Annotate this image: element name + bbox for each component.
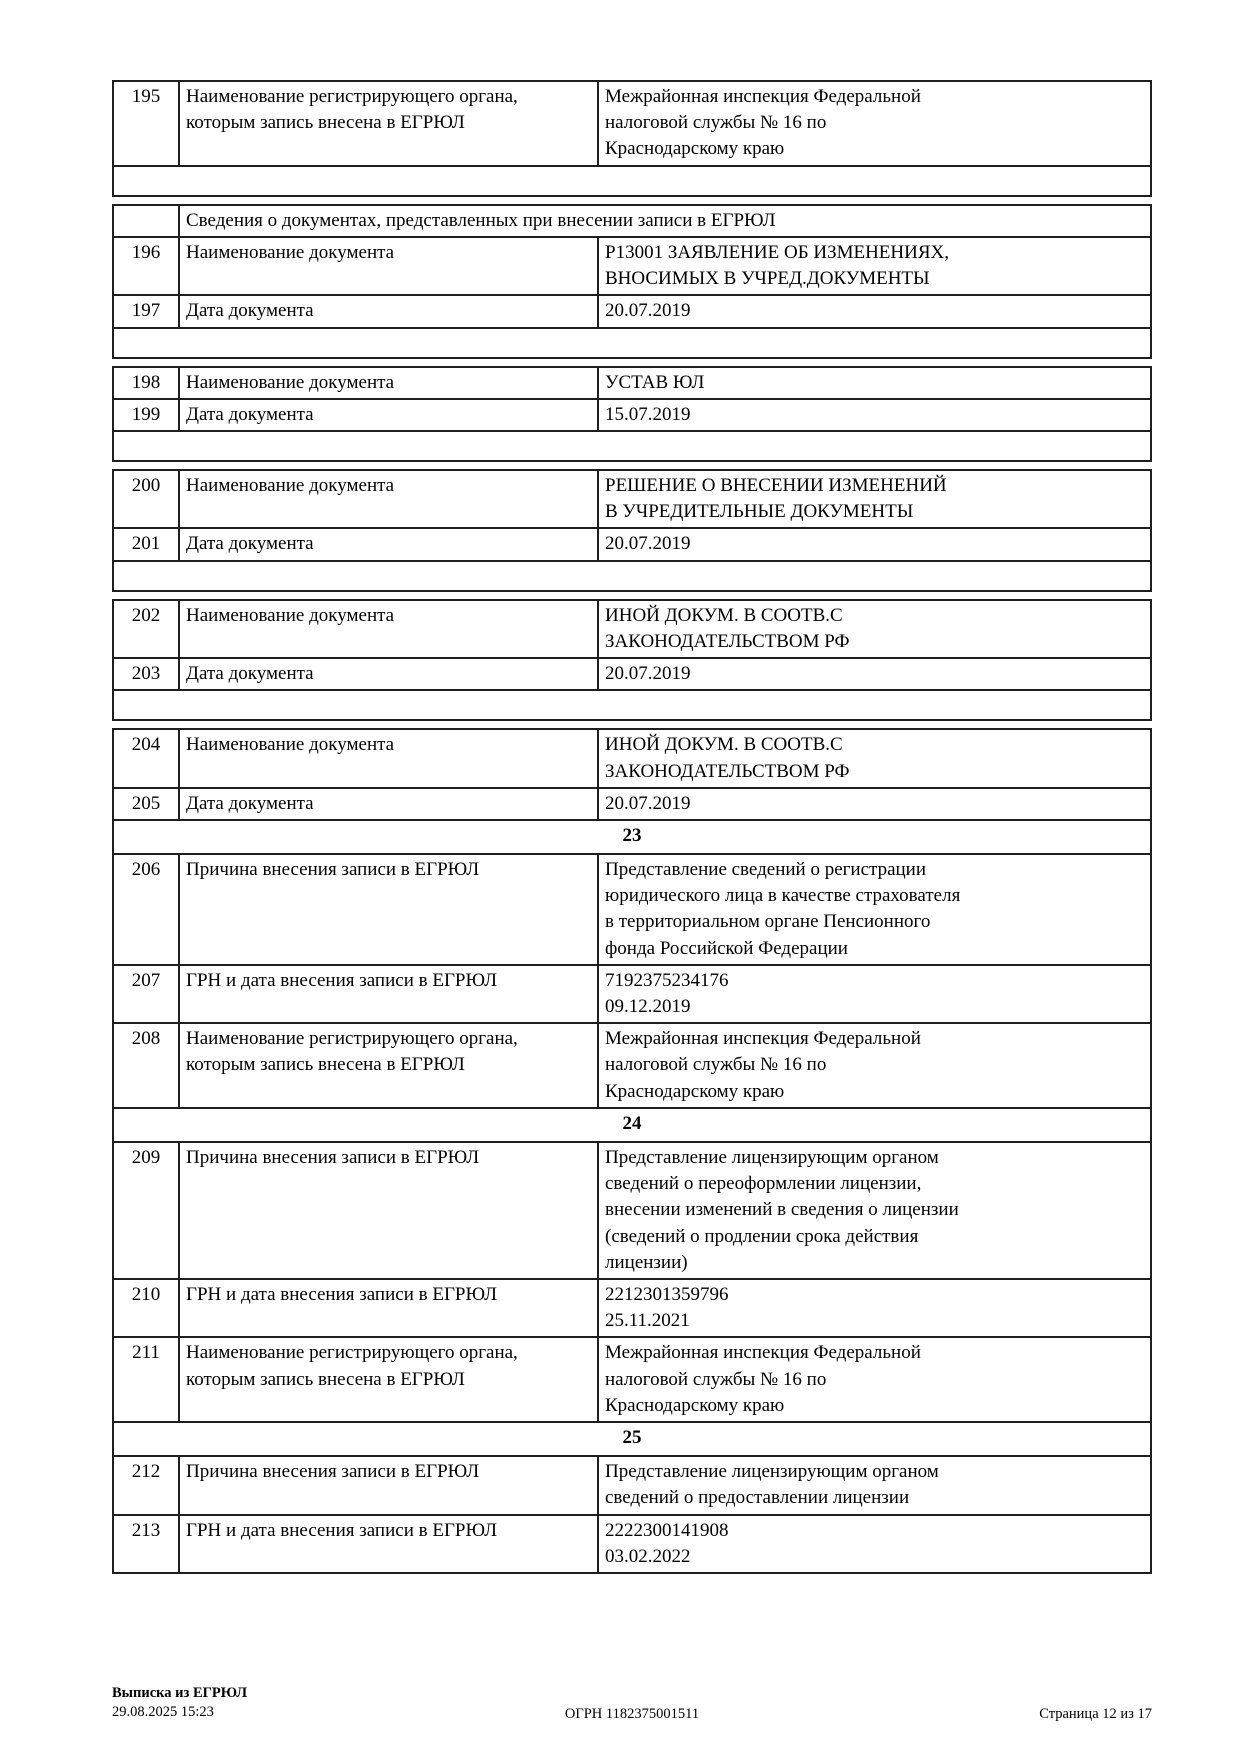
row-value-line: сведений о переоформлении лицензии, (605, 1173, 922, 1195)
row-value-line: в территориальном органе Пенсионного (605, 911, 931, 933)
row-number-empty (113, 205, 179, 237)
table-row (113, 1023, 1151, 1108)
row-number: 210 (113, 1279, 179, 1337)
row-value (598, 658, 1151, 690)
row-value-line: В УЧРЕДИТЕЛЬНЫЕ ДОКУМЕНТЫ (605, 501, 914, 523)
section-number-row (113, 1108, 1151, 1142)
row-value-line: 20.07.2019 (605, 300, 691, 322)
row-value-line: Краснодарскому краю (605, 1080, 785, 1102)
row-value-line: сведений о предоставлении лицензии (605, 1487, 910, 1509)
row-value-line: 03.02.2022 (605, 1545, 691, 1567)
row-label-line: ГРН и дата внесения записи в ЕГРЮЛ (186, 1519, 497, 1541)
row-label-line: Наименование документа (186, 371, 395, 393)
row-label-line: Наименование регистрирующего органа, (186, 1342, 518, 1364)
row-label (179, 854, 598, 965)
table-row (113, 295, 1151, 327)
row-value (598, 237, 1151, 295)
table-row (113, 1142, 1151, 1279)
section-number: 23 (113, 820, 1151, 854)
row-value-line: 7192375234176 (605, 969, 729, 991)
section-number-row (113, 820, 1151, 854)
row-value-line: лицензии) (605, 1251, 688, 1273)
egrul-table-block (112, 599, 1152, 722)
table-row (113, 528, 1151, 560)
spacer-cell (113, 166, 1151, 196)
row-value (598, 854, 1151, 965)
table-row (113, 1456, 1151, 1514)
row-label-line: Наименование регистрирующего органа, (186, 86, 518, 107)
row-label-line: ГРН и дата внесения записи в ЕГРЮЛ (186, 1284, 497, 1305)
row-number: 209 (113, 1142, 179, 1279)
egrul-tables (112, 80, 1152, 1574)
row-label-line: Дата документа (186, 300, 314, 322)
table-row (113, 658, 1151, 690)
row-value-line: ЗАКОНОДАТЕЛЬСТВОМ РФ (605, 760, 850, 782)
spacer-row (113, 166, 1151, 196)
row-value-line: ЗАКОНОДАТЕЛЬСТВОМ РФ (605, 630, 850, 652)
row-number: 197 (113, 295, 179, 327)
row-value-line: 25.11.2021 (605, 1310, 690, 1332)
row-value-line: 2222300141908 (605, 1519, 729, 1541)
section-number-row (113, 1422, 1151, 1456)
table-row (113, 965, 1151, 1023)
row-label-line: которым запись внесена в ЕГРЮЛ (186, 112, 465, 134)
row-label (179, 1279, 598, 1337)
row-number: 212 (113, 1456, 179, 1514)
row-number: 211 (113, 1337, 179, 1422)
row-label (179, 965, 598, 1023)
row-value-line: Краснодарскому краю (605, 1394, 785, 1416)
row-number: 195 (113, 81, 179, 166)
row-value (598, 1456, 1151, 1514)
table-row (113, 729, 1151, 787)
row-number: 208 (113, 1023, 179, 1108)
row-value (598, 470, 1151, 528)
row-value (598, 1337, 1151, 1422)
row-label-line: Дата документа (186, 792, 314, 814)
row-value-line: 09.12.2019 (605, 996, 691, 1018)
row-label (179, 237, 598, 295)
table-row (113, 367, 1151, 399)
row-value-line: (сведений о продлении срока действия (605, 1225, 919, 1247)
row-label (179, 81, 598, 166)
row-value-line: ИНОЙ ДОКУМ. В СООТВ.С (605, 734, 843, 756)
row-label (179, 658, 598, 690)
spacer-row (113, 561, 1151, 591)
subheader-text: Сведения о документах, представленных при внесении записи в ЕГРЮЛ (179, 205, 1151, 237)
row-label-line: Дата документа (186, 533, 314, 555)
row-value-line: налоговой службы № 16 по (605, 1368, 827, 1390)
row-label-line: которым запись внесена в ЕГРЮЛ (186, 1054, 465, 1076)
table-row (113, 788, 1151, 820)
row-number: 207 (113, 965, 179, 1023)
row-label (179, 399, 598, 431)
row-value (598, 1142, 1151, 1279)
row-value-line: УСТАВ ЮЛ (605, 371, 705, 393)
row-number: 201 (113, 528, 179, 560)
row-label (179, 600, 598, 658)
table-row (113, 1515, 1151, 1573)
row-value (598, 295, 1151, 327)
row-label-line: Дата документа (186, 663, 314, 685)
row-number: 198 (113, 367, 179, 399)
spacer-cell (113, 431, 1151, 461)
spacer-cell (113, 561, 1151, 591)
row-value (598, 81, 1151, 166)
row-label-line: Наименование документа (186, 734, 395, 756)
row-value-line: 20.07.2019 (605, 663, 691, 685)
row-value-line: Представление лицензирующим органом (605, 1461, 939, 1483)
row-value (598, 788, 1151, 820)
row-label-line: ГРН и дата внесения записи в ЕГРЮЛ (186, 969, 497, 991)
row-label (179, 1337, 598, 1422)
row-number: 204 (113, 729, 179, 787)
row-label-line: Наименование регистрирующего органа, (186, 1028, 518, 1050)
row-value (598, 729, 1151, 787)
row-number: 202 (113, 600, 179, 658)
row-label-line: Причина внесения записи в ЕГРЮЛ (186, 858, 480, 880)
row-label-line: Причина внесения записи в ЕГРЮЛ (186, 1146, 480, 1168)
spacer-row (113, 690, 1151, 720)
row-value-line: внесении изменений в сведения о лицензии (605, 1199, 959, 1221)
row-number: 196 (113, 237, 179, 295)
row-label (179, 295, 598, 327)
row-label-line: Дата документа (186, 403, 314, 425)
spacer-row (113, 328, 1151, 358)
row-value-line: 20.07.2019 (605, 792, 691, 814)
row-value-line: Представление сведений о регистрации (605, 858, 927, 880)
table-row (113, 600, 1151, 658)
table-row (113, 81, 1151, 166)
footer-page-number: Страница 12 из 17 (1039, 1706, 1152, 1723)
row-value-line: 2212301359796 (605, 1284, 729, 1305)
row-label-line: Наименование документа (186, 604, 395, 626)
row-value-line: Представление лицензирующим органом (605, 1146, 939, 1168)
table-row (113, 1337, 1151, 1422)
row-value (598, 1023, 1151, 1108)
subheader-row (113, 205, 1151, 237)
row-value-line: ИНОЙ ДОКУМ. В СООТВ.С (605, 604, 843, 626)
row-value-line: налоговой службы № 16 по (605, 1054, 827, 1076)
row-label-line: Причина внесения записи в ЕГРЮЛ (186, 1461, 480, 1483)
page-footer (112, 1684, 1152, 1724)
table-row (113, 237, 1151, 295)
row-value (598, 965, 1151, 1023)
table-row (113, 1279, 1151, 1337)
row-value-line: налоговой службы № 16 по (605, 112, 827, 134)
egrul-table-block (112, 728, 1152, 1574)
row-number: 203 (113, 658, 179, 690)
row-label (179, 1023, 598, 1108)
row-number: 206 (113, 854, 179, 965)
row-value (598, 1515, 1151, 1573)
row-value (598, 1279, 1151, 1337)
row-number: 199 (113, 399, 179, 431)
row-label (179, 1456, 598, 1514)
row-label-line: Наименование документа (186, 474, 395, 496)
row-value-line: Р13001 ЗАЯВЛЕНИЕ ОБ ИЗМЕНЕНИЯХ, (605, 241, 950, 263)
row-value-line: Межрайонная инспекция Федеральной (605, 1342, 921, 1364)
row-label (179, 528, 598, 560)
row-number: 200 (113, 470, 179, 528)
row-value-line: Межрайонная инспекция Федеральной (605, 1028, 921, 1050)
row-value-line: 15.07.2019 (605, 403, 691, 425)
row-value (598, 367, 1151, 399)
footer-ogrn: ОГРН 1182375001511 (564, 1706, 700, 1723)
row-value (598, 528, 1151, 560)
row-label (179, 367, 598, 399)
egrul-table-block (112, 204, 1152, 359)
row-label-line: Наименование документа (186, 241, 395, 263)
spacer-cell (113, 328, 1151, 358)
table-row (113, 854, 1151, 965)
footer-datetime: 29.08.2025 15:23 (112, 1703, 214, 1720)
row-label (179, 1515, 598, 1573)
row-value-line: фонда Российской Федерации (605, 937, 848, 959)
row-value-line: РЕШЕНИЕ О ВНЕСЕНИИ ИЗМЕНЕНИЙ (605, 474, 947, 496)
row-value-line: Межрайонная инспекция Федеральной (605, 86, 921, 107)
row-value-line: ВНОСИМЫХ В УЧРЕД.ДОКУМЕНТЫ (605, 268, 930, 290)
row-value-line: 20.07.2019 (605, 533, 691, 555)
row-label (179, 729, 598, 787)
egrul-table-block (112, 80, 1152, 197)
row-value-line: юридического лица в качестве страхователя (605, 885, 961, 907)
row-value (598, 399, 1151, 431)
row-number: 213 (113, 1515, 179, 1573)
table-row (113, 399, 1151, 431)
egrul-table-block (112, 469, 1152, 592)
row-value (598, 600, 1151, 658)
row-label (179, 788, 598, 820)
footer-document-title: Выписка из ЕГРЮЛ (112, 1685, 248, 1701)
section-number: 25 (113, 1422, 1151, 1456)
row-value-line: Краснодарскому краю (605, 138, 785, 160)
row-label-line: которым запись внесена в ЕГРЮЛ (186, 1368, 465, 1390)
spacer-cell (113, 690, 1151, 720)
row-label (179, 470, 598, 528)
row-number: 205 (113, 788, 179, 820)
table-row (113, 470, 1151, 528)
egrul-table-block (112, 366, 1152, 462)
section-number: 24 (113, 1108, 1151, 1142)
row-label (179, 1142, 598, 1279)
spacer-row (113, 431, 1151, 461)
